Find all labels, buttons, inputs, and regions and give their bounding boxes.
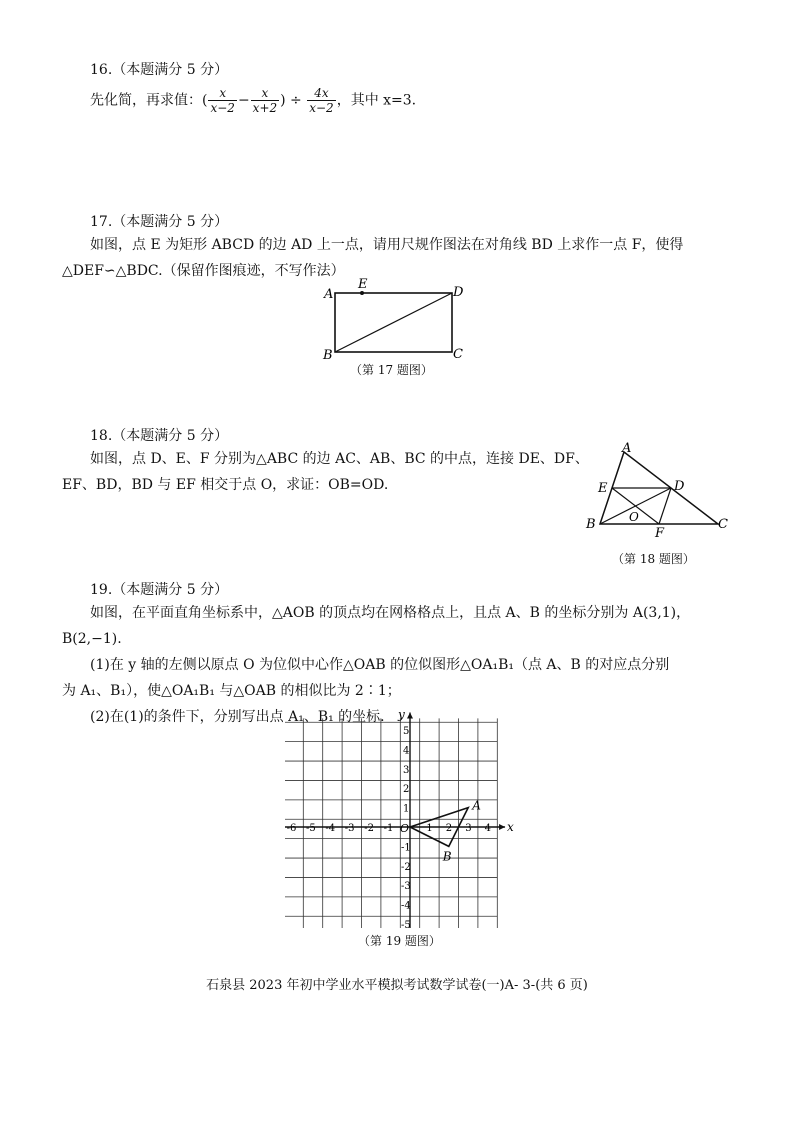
x-tick-label: 3 [465, 823, 472, 834]
q17-header: 17.（本题满分 5 分） [90, 214, 229, 230]
y-tick-label: -2 [401, 861, 411, 873]
y-tick-label: -5 [401, 920, 411, 928]
x-tick-label: -3 [344, 823, 355, 834]
label-b: B [323, 348, 333, 363]
point-b-label: B [442, 849, 452, 864]
label-e: E [358, 277, 368, 292]
y-tick-label: 5 [403, 726, 410, 737]
label-c: C [453, 347, 463, 362]
q17-line2: △DEF∽△BDC.（保留作图痕迹，不写作法） [62, 263, 345, 279]
axes [285, 713, 505, 928]
label-f: F [655, 526, 665, 540]
q18-line1: 如图，点 D、E、F 分别为△ABC 的边 AC、AB、BC 的中点，连接 DE、DF、 [90, 451, 589, 467]
label-e: E [598, 481, 608, 496]
q19-line4: 为 A₁、B₁），使△OA₁B₁ 与△OAB 的相似比为 2∶1； [62, 683, 401, 699]
q16-header: 16.（本题满分 5 分） [90, 62, 229, 78]
x-tick-label: 4 [484, 823, 491, 834]
q18-header: 18.（本题满分 5 分） [90, 428, 229, 444]
x-tick-label: -5 [306, 823, 316, 834]
q19-coordinate-grid [285, 706, 515, 928]
origin-label: O [400, 822, 410, 835]
label-a: A [622, 441, 632, 456]
label-d: D [674, 479, 685, 494]
point-a-label: A [472, 798, 481, 813]
y-tick-label: -4 [401, 900, 411, 912]
label-d: D [453, 285, 464, 300]
q19-line2: B(2,−1). [62, 631, 122, 647]
q18-figure [582, 440, 732, 540]
x-tick-label: -1 [383, 823, 394, 834]
x-tick-label: -6 [286, 823, 297, 834]
diagonal-bd [335, 293, 452, 352]
y-tick-label: -1 [401, 842, 411, 854]
q19-header: 19.（本题满分 5 分） [90, 582, 229, 598]
y-tick-label: 3 [403, 764, 410, 776]
q16-expression: 先化简，再求值：( $\frac{x}{x-2}$ − $\frac{x}{x+2}$ ) ÷ $\frac{4x}{x-2}$ ，其中 x=3. [90, 86, 417, 115]
x-tick-label: -4 [325, 823, 336, 834]
fraction-3: $\frac{4x}{x-2}$ [309, 86, 334, 115]
page-footer: 石泉县 2023 年初中学业水平模拟考试数学试卷(一)A- 3-(共 6 页) [206, 978, 588, 993]
fraction-2: $\frac{x}{x+2}$ [252, 86, 278, 115]
x-axis-label: x [507, 820, 514, 834]
q17-caption: （第 17 题图） [350, 363, 433, 377]
y-tick-label: 1 [403, 803, 410, 815]
question-17 [62, 212, 742, 284]
x-tick-label: 2 [445, 823, 453, 834]
q17-figure [316, 276, 476, 366]
y-axis-arrow [407, 713, 413, 719]
q19-line3: (1)在 y 轴的左侧以原点 O 为位似中心作△OAB 的位似图形△OA₁B₁（点 A、B 的对应点分别 [90, 657, 670, 673]
y-tick-label: 4 [403, 745, 410, 757]
label-b: B [586, 517, 596, 532]
q17-line1: 如图，点 E 为矩形 ABCD 的边 AD 上一点，请用尺规作图法在对角线 BD 上求作一点 F，使得 [90, 237, 684, 253]
q18-line2: EF、BD，BD 与 EF 相交于点 O，求证：OB=OD. [62, 477, 389, 493]
q19-line5: (2)在(1)的条件下，分别写出点 A₁、B₁ 的坐标. [90, 709, 385, 725]
question-16 [62, 60, 742, 115]
x-axis-arrow [499, 824, 505, 830]
fraction-1: $\frac{x}{x-2}$ [210, 86, 235, 115]
label-a: A [324, 287, 334, 302]
label-c: C [718, 517, 728, 532]
y-axis-label: y [398, 707, 405, 722]
label-o: O [629, 510, 639, 524]
x-tick-label: 1 [426, 823, 433, 834]
x-tick-label: -2 [364, 823, 374, 834]
y-tick-label: 2 [403, 784, 410, 796]
q19-line1: 如图，在平面直角坐标系中，△AOB 的顶点均在网格格点上，且点 A、B 的坐标分别为 A(3,1)， [90, 605, 691, 621]
q18-caption: （第 18 题图） [612, 552, 695, 566]
q19-caption: （第 19 题图） [358, 934, 441, 948]
y-tick-label: -3 [401, 881, 411, 893]
